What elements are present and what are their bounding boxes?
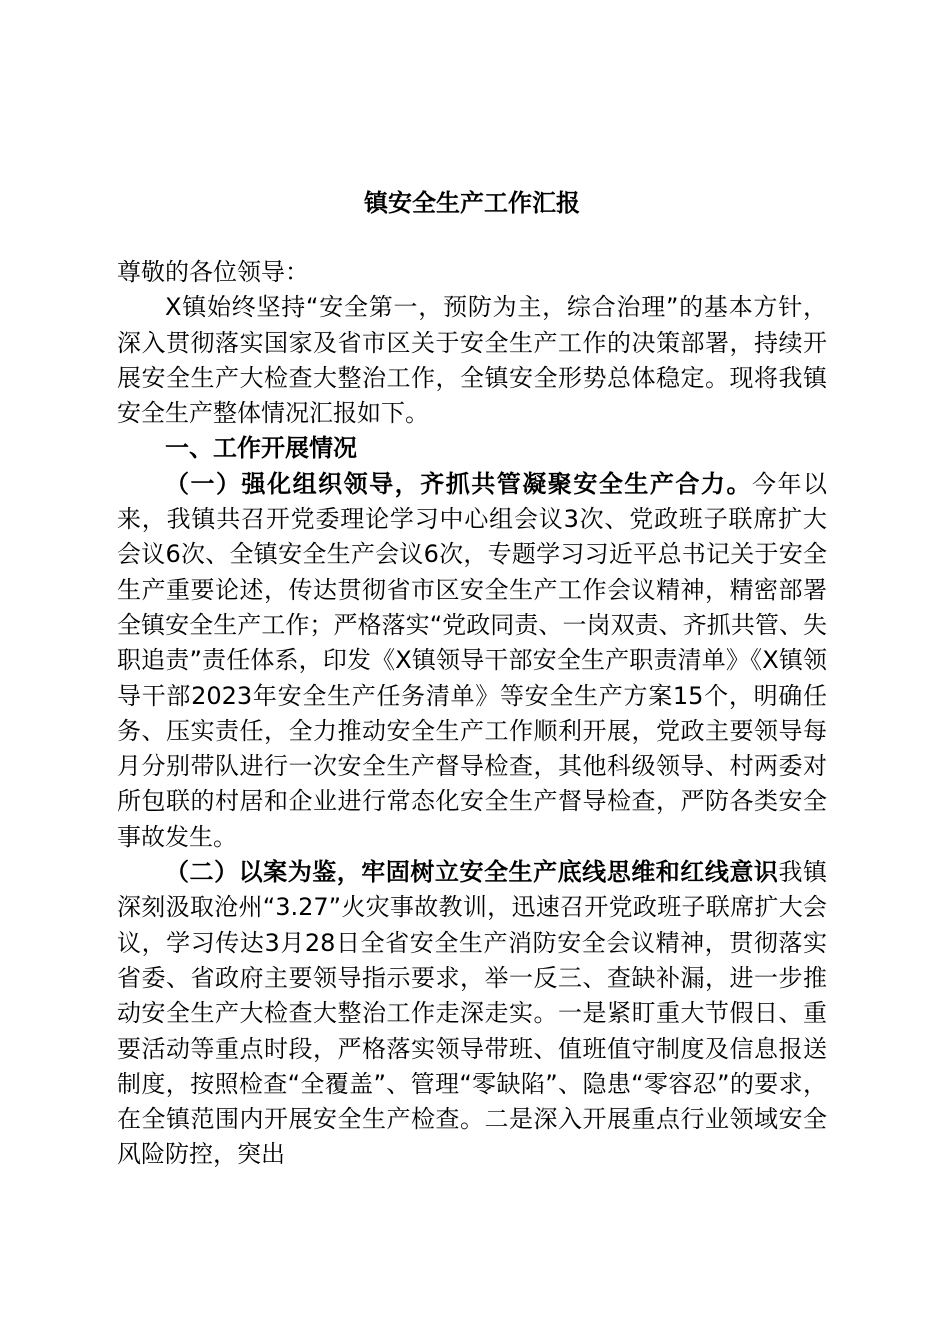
item-2-paragraph <box>117 855 827 1173</box>
intro-paragraph: X镇始终坚持“安全第一，预防为主，综合治理”的基本方针，深入贯彻落实国家及省市区关于安全生产工作的决策部署，持续开展安全生产大检查大整治工作，全镇安全形势总体稳定。现将我镇安全生产整体情况汇报如下。 <box>117 293 827 428</box>
item-2-heading: （二）以案为鉴，牢固树立安全生产底线思维和红线意识 <box>165 858 779 887</box>
document-body <box>117 255 827 1173</box>
document-title: 镇安全生产工作汇报 <box>364 189 580 217</box>
item-1-text: 今年以来，我镇共召开党委理论学习中心组会议3次、党政班子联席扩大会议6次、全镇安全生产会议6次，专题学习习近平总书记关于安全生产重要论述，传达贯彻省市区安全生产工作会议精神，精密部署全镇安全生产工作；严格落实“党政同责、一岗双责、齐抓共管、失职追责”责任体系，印发《X镇领导干部安全生产职责清单》《X镇领导干部2023年安全生产任务清单》等安全生产方案15个，明确任务、压实责任，全力推动安全生产工作顺利开展，党政主要领导每月分别带队进行一次安全生产督导检查，其他科级领导、村两委对所包联的村居和企业进行常态化安全生产督导检查，严防各类安全事故发生。 <box>117 469 828 851</box>
item-1-paragraph <box>117 467 827 855</box>
item-2-text: 我镇深刻汲取沧州“3.27”火灾事故教训，迅速召开党政班子联席扩大会议，学习传达3月28日全省安全生产消防安全会议精神，贯彻落实省委、省政府主要领导指示要求，举一反三、查缺补漏，进一步推动安全生产大检查大整治工作走深走实。一是紧盯重大节假日、重要活动等重点时段，严格落实领导带班、值班值守制度及信息报送制度，按照检查“全覆盖”、管理“零缺陷”、隐患“零容忍”的要求，在全镇范围内开展安全生产检查。二是深入开展重点行业领域安全风险防控，突出 <box>117 858 828 1169</box>
item-1-heading: （一）强化组织领导，齐抓共管凝聚安全生产合力。 <box>165 469 752 498</box>
salutation: 尊敬的各位领导： <box>117 258 309 286</box>
section-heading: 一、工作开展情况 <box>165 434 357 463</box>
